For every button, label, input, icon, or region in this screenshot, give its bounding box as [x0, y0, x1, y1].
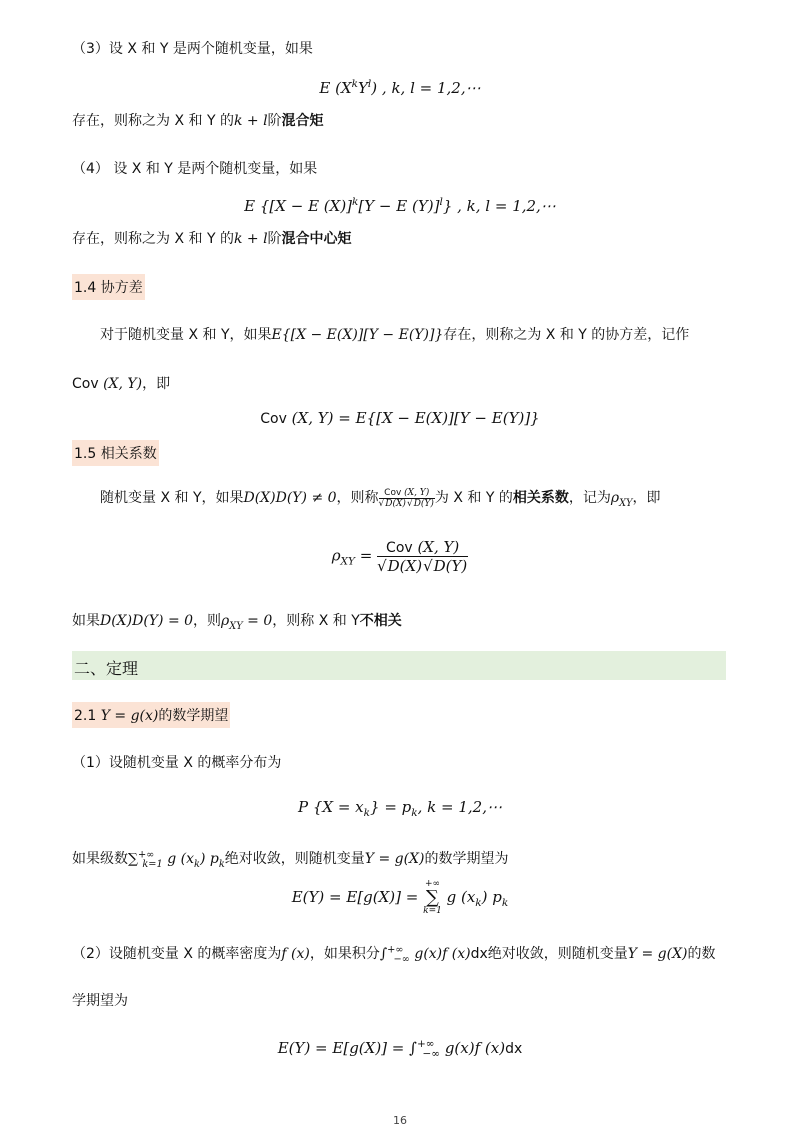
- term-uncorrelated: 不相关: [359, 613, 402, 629]
- rho-definition: 随机变量 X 和 Y，如果D(X)D(Y) ≠ 0，则称 $\frac{\text{Cov (X, Y)}}{√D(X)√D(Y)}$ 为 X 和 Y 的相关系数，记为$\rho_{XY}$，即: [100, 487, 661, 509]
- equation-continuous-expectation: $E(Y) = E[g(X)] = \int^{+\infty}_{-\infty}$ g(x)f (x)dx: [277, 1038, 523, 1060]
- cov-definition: 对于随机变量 X 和 Y，如果E{[X − E(X)][Y − E(Y)]}存在，则称之为 X 和 Y 的协方差，记作: [100, 327, 690, 343]
- term-mixed-central-moment: 混合中心矩: [281, 231, 352, 247]
- t2-continuation: 学期望为: [72, 993, 128, 1009]
- section-heading-1-5: 1.5 相关系数: [72, 440, 159, 466]
- equation-discrete-expectation: E(Y) = E[g(X)] = +∞ ∑ k=1 g $(x_k)$ $p_k$: [291, 879, 509, 916]
- equation-mixed-moment: E $(X^kY^l)$ , k, l = 1,2,⋯: [319, 78, 481, 97]
- page-number: 16: [393, 1114, 407, 1127]
- equation-covariance: Cov (X, Y) = E{[X − E(X)][Y − E(Y)]}: [260, 409, 540, 427]
- inline-correlation-fraction: $\frac{\text{Cov (X, Y)}}{√D(X)√D(Y)}$: [378, 487, 434, 509]
- chapter-heading: 二、定理: [72, 651, 726, 680]
- equation-probability-distribution: P $\{X = x_k\} = p_k$, k = 1,2,⋯: [297, 798, 502, 819]
- section-heading-2-1: 2.1 Y = g(x)的数学期望: [72, 702, 230, 728]
- cov-notation: Cov (X, Y)，即: [72, 376, 171, 392]
- uncorrelated-statement: 如果D(X)D(Y) = 0，则$\rho_{XY} = 0$，则称 X 和 Y不相关: [72, 613, 402, 632]
- t2-condition: （2）设随机变量 X 的概率密度为f (x)，如果积分$\int^{+\infty}_{-\infty}$ g(x)f (x)dx绝对收敛，则随机变量Y = g(X)的数: [72, 944, 716, 965]
- p4-conclusion: 存在，则称之为 X 和 Y 的k + l阶混合中心矩: [72, 231, 352, 247]
- t1-condition: 如果级数$\sum^{+\infty}_{k=1}$ g $(x_k)$ $p_k$绝对收敛，则随机变量Y = g(X)的数学期望为: [72, 849, 509, 870]
- term-correlation-coefficient: 相关系数: [512, 490, 569, 506]
- p3-intro: （3）设 X 和 Y 是两个随机变量，如果: [72, 41, 313, 57]
- section-heading-1-4: 1.4 协方差: [72, 274, 145, 300]
- t1-intro: （1）设随机变量 X 的概率分布为: [72, 755, 282, 771]
- equation-mixed-central-moment: E {[X − E (X)]$^k$[Y − E (Y)]$^l$} , k, l = 1,2,⋯: [244, 196, 556, 215]
- p3-conclusion: 存在，则称之为 X 和 Y 的k + l阶混合矩: [72, 113, 324, 129]
- p4-intro: （4） 设 X 和 Y 是两个随机变量，如果: [72, 161, 318, 177]
- term-mixed-moment: 混合矩: [281, 113, 324, 129]
- equation-correlation-coefficient: $\rho_{XY}$ = $\frac{\text{Cov (X, Y)}}{√D(X)√D(Y)}$: [331, 538, 468, 575]
